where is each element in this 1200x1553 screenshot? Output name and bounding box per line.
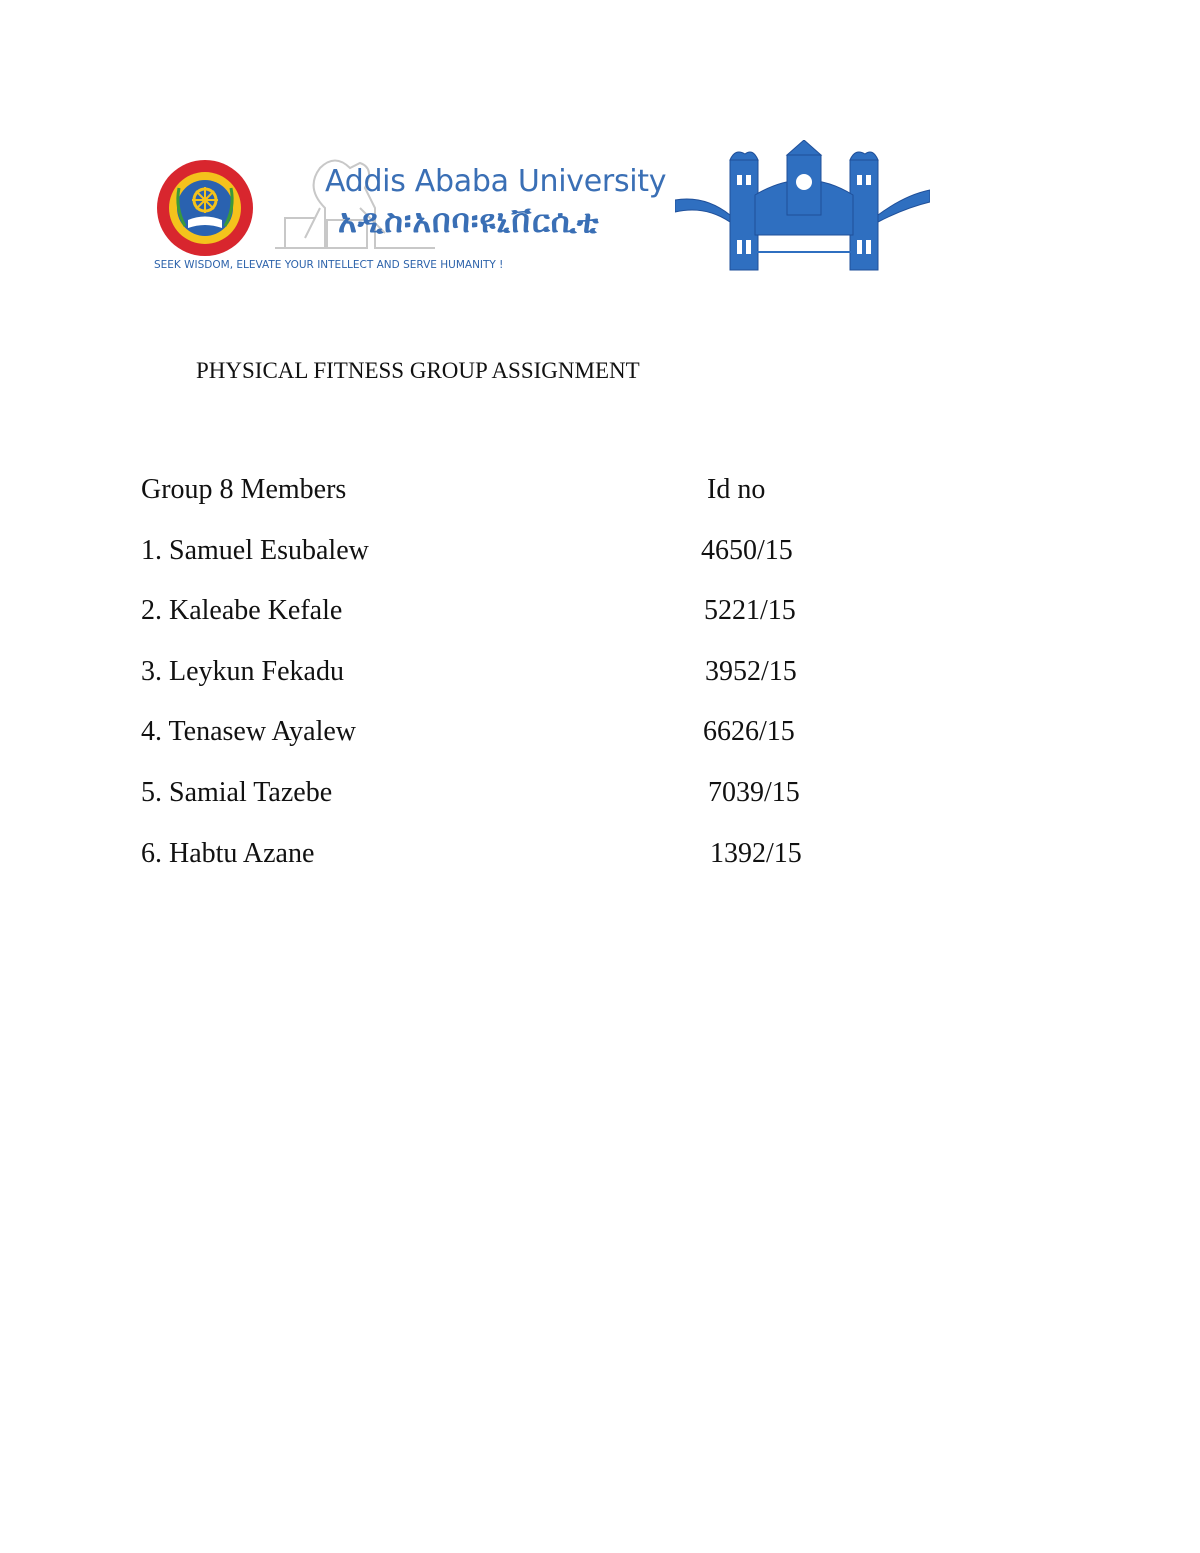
member-name: 2. Kaleabe Kefale [141, 595, 343, 627]
member-row [141, 656, 861, 717]
member-name: 4. Tenasew Ayalew [141, 716, 357, 748]
member-name: 3. Leykun Fekadu [141, 655, 344, 687]
member-row [141, 535, 861, 596]
member-id: 6626/15 [703, 716, 795, 748]
id-heading: Id no [707, 474, 766, 505]
university-building-logo [675, 140, 930, 280]
members-heading: Group 8 Members [141, 474, 347, 505]
members-table [141, 474, 861, 898]
university-motto: SEEK WISDOM, ELEVATE YOUR INTELLECT AND SERVE HUMANITY ! [154, 259, 504, 271]
member-row [141, 595, 861, 656]
university-seal-logo [155, 158, 255, 258]
member-name: 6. Habtu Azane [141, 837, 315, 869]
university-name-english: Addis Ababa University [325, 164, 667, 199]
member-name: 5. Samial Tazebe [141, 776, 333, 808]
members-header-row [141, 474, 861, 535]
member-row [141, 777, 861, 838]
member-id: 5221/15 [704, 595, 796, 627]
university-name-amharic: አዲስ፡አበባ፡ዩኒቨርሲቲ [338, 202, 600, 240]
member-id: 1392/15 [710, 837, 802, 869]
member-id: 7039/15 [708, 776, 800, 808]
document-title: PHYSICAL FITNESS GROUP ASSIGNMENT [196, 358, 640, 383]
member-id: 3952/15 [705, 655, 797, 687]
member-id: 4650/15 [701, 534, 793, 566]
member-row [141, 716, 861, 777]
member-row [141, 838, 861, 899]
university-banner [150, 138, 930, 283]
member-name: 1. Samuel Esubalew [141, 534, 369, 566]
